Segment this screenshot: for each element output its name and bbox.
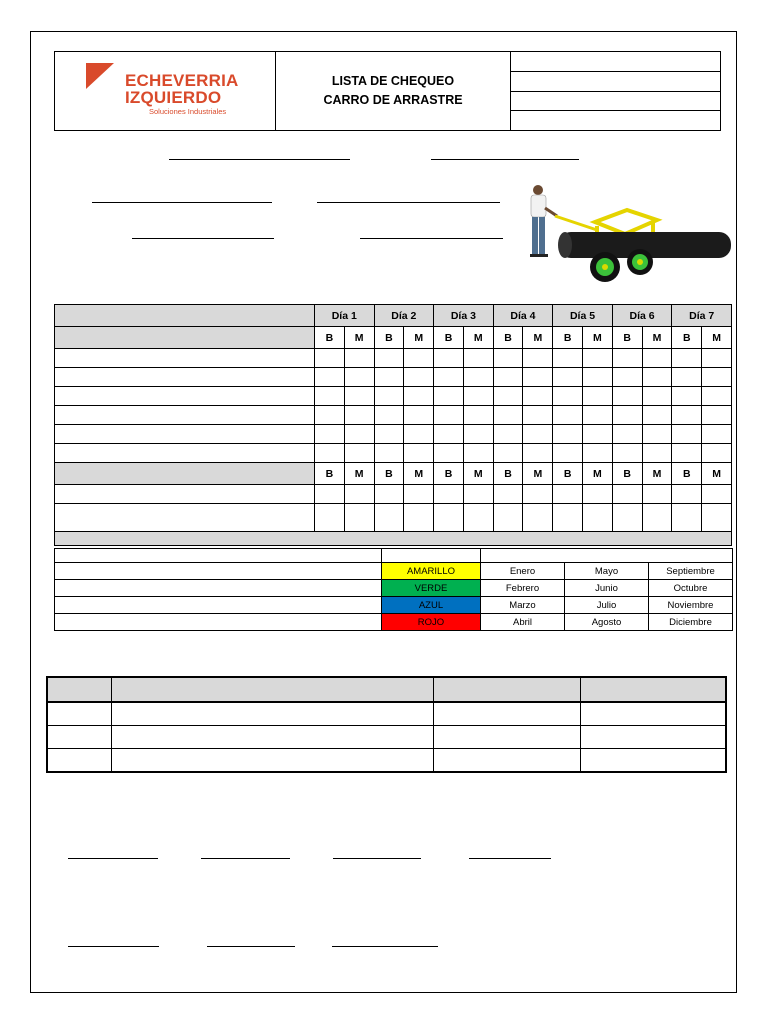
- month-cell: Julio: [565, 597, 649, 614]
- bm-label: B: [553, 463, 583, 485]
- logo-tagline: Soluciones Industriales: [149, 107, 227, 116]
- legend-cell: [382, 549, 481, 563]
- bm-label: M: [344, 327, 374, 349]
- legend-cell[interactable]: [55, 614, 382, 631]
- bm-label: M: [583, 327, 613, 349]
- title-line1: LISTA DE CHEQUEO: [331, 74, 455, 88]
- days-header-row: [55, 305, 732, 327]
- header-field-4[interactable]: [511, 111, 720, 130]
- title-line2: CARRO DE ARRASTRE: [323, 93, 463, 107]
- legend-row: [55, 563, 733, 580]
- check-row[interactable]: [55, 387, 732, 406]
- month-cell: Diciembre: [649, 614, 733, 631]
- fill-line[interactable]: [92, 202, 272, 203]
- fill-line[interactable]: [360, 238, 503, 239]
- bm-label: B: [493, 463, 523, 485]
- day-header: Día 4: [493, 305, 553, 327]
- section-divider-row: [55, 532, 732, 546]
- observation-row[interactable]: [47, 702, 726, 726]
- header-cell: [47, 677, 111, 702]
- color-legend-table: [54, 548, 733, 631]
- legend-row: [55, 614, 733, 631]
- section-header: [55, 463, 315, 485]
- month-cell: Junio: [565, 580, 649, 597]
- signature-line[interactable]: [68, 946, 159, 947]
- bm-label: B: [493, 327, 523, 349]
- bm-label: B: [612, 327, 642, 349]
- day-header: Día 6: [612, 305, 672, 327]
- observations-header-row: [47, 677, 726, 702]
- company-logo: [55, 52, 276, 130]
- fill-line[interactable]: [317, 202, 500, 203]
- check-row[interactable]: [55, 504, 732, 532]
- day-header: Día 2: [374, 305, 434, 327]
- fill-line[interactable]: [132, 238, 274, 239]
- bm-label: M: [642, 327, 672, 349]
- header-cell: [111, 677, 433, 702]
- item-column-header: [55, 305, 315, 327]
- bm-label: M: [523, 463, 553, 485]
- signature-line[interactable]: [469, 858, 551, 859]
- day-header: Día 7: [672, 305, 732, 327]
- bm-label: B: [553, 327, 583, 349]
- daily-checklist-table: [54, 304, 732, 546]
- observation-row[interactable]: [47, 749, 726, 773]
- observation-row[interactable]: [47, 726, 726, 749]
- bm-label: M: [642, 463, 672, 485]
- logo-triangle-icon: [86, 63, 114, 89]
- month-cell: Marzo: [481, 597, 565, 614]
- bm-label: B: [374, 463, 404, 485]
- logo-line2: IZQUIERDO: [125, 88, 222, 107]
- bm-label: B: [315, 463, 345, 485]
- document-title: [276, 52, 511, 130]
- bm-label: M: [583, 463, 613, 485]
- observations-table: [46, 676, 727, 773]
- bm-label: M: [344, 463, 374, 485]
- color-red: ROJO: [382, 614, 481, 631]
- bm-label: M: [702, 327, 732, 349]
- day-header: Día 5: [553, 305, 613, 327]
- logo-line1: ECHEVERRIA: [125, 71, 239, 90]
- bm-label: M: [523, 327, 553, 349]
- signature-line[interactable]: [332, 946, 438, 947]
- item-column-header: [55, 327, 315, 349]
- month-cell: Octubre: [649, 580, 733, 597]
- legend-header-row: [55, 549, 733, 563]
- bm-header-row: [55, 463, 732, 485]
- header-fields: [511, 52, 720, 130]
- worker-with-pipe-cart-icon: [525, 182, 735, 292]
- bm-label: M: [404, 463, 434, 485]
- month-cell: Mayo: [565, 563, 649, 580]
- legend-cell[interactable]: [55, 580, 382, 597]
- bm-label: B: [374, 327, 404, 349]
- month-cell: Agosto: [565, 614, 649, 631]
- check-row[interactable]: [55, 349, 732, 368]
- header-field-1[interactable]: [511, 52, 720, 72]
- color-blue: AZUL: [382, 597, 481, 614]
- day-header: Día 1: [315, 305, 375, 327]
- month-cell: Septiembre: [649, 563, 733, 580]
- bm-label: B: [612, 463, 642, 485]
- signature-line[interactable]: [207, 946, 295, 947]
- bm-label: B: [434, 463, 464, 485]
- legend-row: [55, 580, 733, 597]
- month-cell: Enero: [481, 563, 565, 580]
- header-cell: [580, 677, 726, 702]
- check-row[interactable]: [55, 485, 732, 504]
- legend-cell[interactable]: [55, 597, 382, 614]
- signature-line[interactable]: [333, 858, 421, 859]
- fill-line[interactable]: [431, 159, 579, 160]
- bm-label: B: [672, 327, 702, 349]
- check-row[interactable]: [55, 444, 732, 463]
- document-header: [54, 51, 721, 131]
- fill-line[interactable]: [169, 159, 350, 160]
- bm-label: M: [404, 327, 434, 349]
- signature-line[interactable]: [201, 858, 290, 859]
- header-field-3[interactable]: [511, 92, 720, 112]
- color-yellow: AMARILLO: [382, 563, 481, 580]
- bm-header-row: [55, 327, 732, 349]
- month-cell: Noviembre: [649, 597, 733, 614]
- month-cell: Abril: [481, 614, 565, 631]
- legend-cell[interactable]: [55, 563, 382, 580]
- color-green: VERDE: [382, 580, 481, 597]
- check-row[interactable]: [55, 368, 732, 387]
- legend-cell[interactable]: [55, 549, 382, 563]
- bm-label: M: [702, 463, 732, 485]
- bm-label: B: [315, 327, 345, 349]
- header-cell: [433, 677, 580, 702]
- legend-cell: [481, 549, 733, 563]
- legend-row: [55, 597, 733, 614]
- day-header: Día 3: [434, 305, 494, 327]
- bm-label: M: [463, 327, 493, 349]
- bm-label: M: [463, 463, 493, 485]
- signature-line[interactable]: [68, 858, 158, 859]
- check-row[interactable]: [55, 425, 732, 444]
- month-cell: Febrero: [481, 580, 565, 597]
- header-field-2[interactable]: [511, 72, 720, 92]
- check-row[interactable]: [55, 406, 732, 425]
- bm-label: B: [672, 463, 702, 485]
- bm-label: B: [434, 327, 464, 349]
